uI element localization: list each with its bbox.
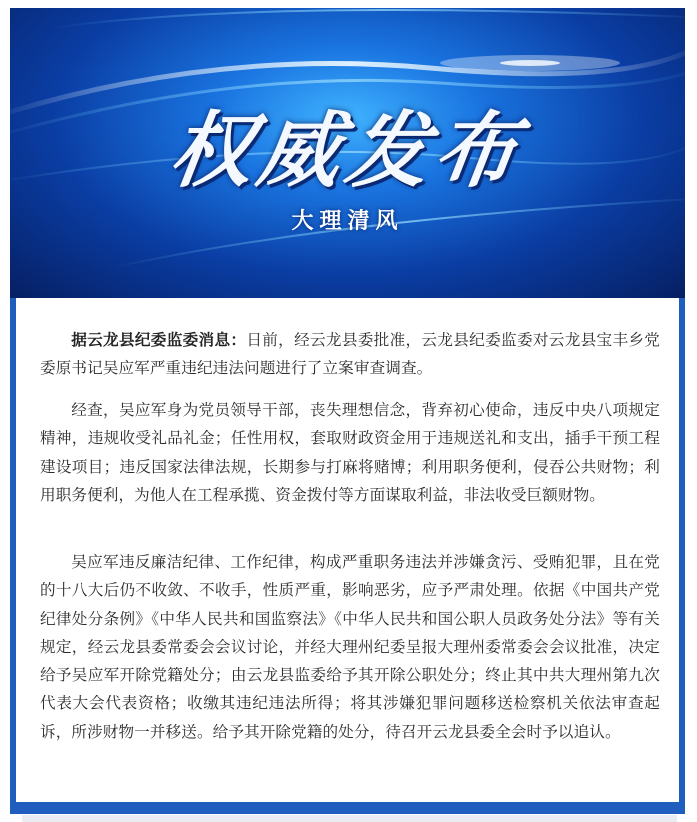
lead-text: 日前，经云龙县委批准，云龙县纪委监委对云龙县宝丰乡党委原书记吴应军严重违纪违法问题进行了立案审查调查。 [40, 331, 660, 378]
banner-subtitle: 大理清风 [291, 209, 404, 234]
paragraph-investigation: 经查，吴应军身为党员领导干部，丧失理想信念，背弃初心使命，违反中央八项规定精神，违规收受礼品礼金；任性用权，套取财政资金用于违规送礼和支出，插手干预工程建设项目；违反国家法律法规，长期参与打麻将赌博；利用职务便利，侵吞公共财物；利用职务便利，为他人在工程承揽、资金拨付等方面谋取利益，非法收受巨额财物。 [40, 401, 660, 504]
banner-title: 权威发布 [163, 104, 530, 199]
header-banner [10, 8, 685, 298]
article-body [16, 298, 679, 802]
paragraph-decision: 吴应军违反廉洁纪律、工作纪律，构成严重职务违法并涉嫌贪污、受贿犯罪，且在党的十八大后仍不收敛、不收手，性质严重，影响恶劣，应予严肃处理。依据《中国共产党纪律处分条例》《中华人民共和国监察法》《中华人民共和国公职人员政务处分法》等有关规定，经云龙县委常委会会议讨论，并经大理州纪委呈报大理州委常委会会议批准，决定给予吴应军开除党籍处分；由云龙县监委给予其开除公职处分；终止其中共大理州第九次代表大会代表资格；收缴其违纪违法所得；将其涉嫌犯罪问题移送检察机关依法审查起诉，所涉财物一并移送。给予其开除党籍的处分，待召开云龙县委全会时予以追认。 [40, 553, 660, 741]
paragraph-lead [40, 326, 660, 383]
bottom-divider [22, 815, 677, 822]
article-frame [10, 8, 685, 814]
lead-source-label: 据云龙县纪委监委消息： [71, 331, 247, 349]
